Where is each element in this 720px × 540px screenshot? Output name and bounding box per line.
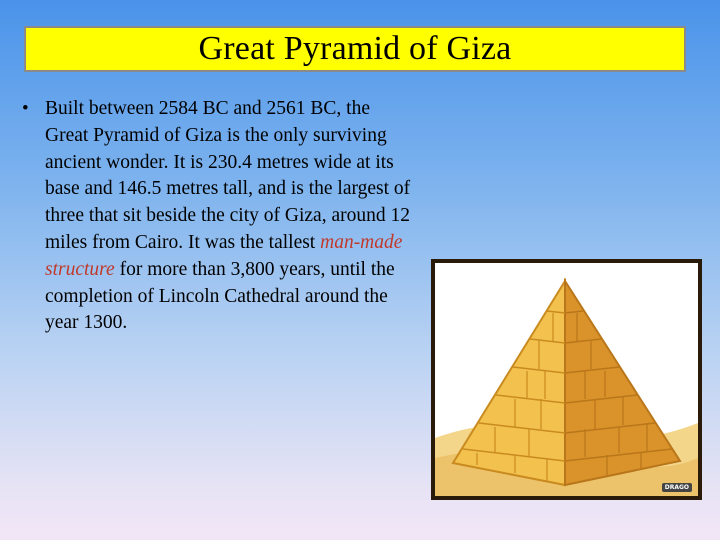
pyramid-image-frame — [431, 259, 702, 500]
bullet-text-start: Built between 2584 BC and 2561 BC, the Great Pyramid of Giza is the only surviving ancient wonder. It is 230.4 metres wide at its base and 146.5 metres tall, and is the largest of three that sit beside the city of Giza, around 12 miles from Cairo. It was the tallest — [45, 98, 411, 253]
pyramid-image — [435, 263, 698, 496]
bullet-item — [22, 96, 414, 337]
bullet-text-end: for more than 3,800 years, until the completion of Lincoln Cathedral around the year 1300. — [45, 258, 395, 334]
bullet-text — [45, 96, 414, 337]
title-bar — [24, 26, 686, 72]
bullet-icon: • — [22, 98, 29, 119]
man-made-structure-link[interactable]: man-made structure — [45, 231, 403, 280]
bullet-list — [22, 96, 414, 337]
watermark-text: DRAGO — [662, 483, 692, 492]
pyramid-illustration-icon — [435, 263, 698, 496]
slide-title: Great Pyramid of Giza — [198, 30, 512, 67]
